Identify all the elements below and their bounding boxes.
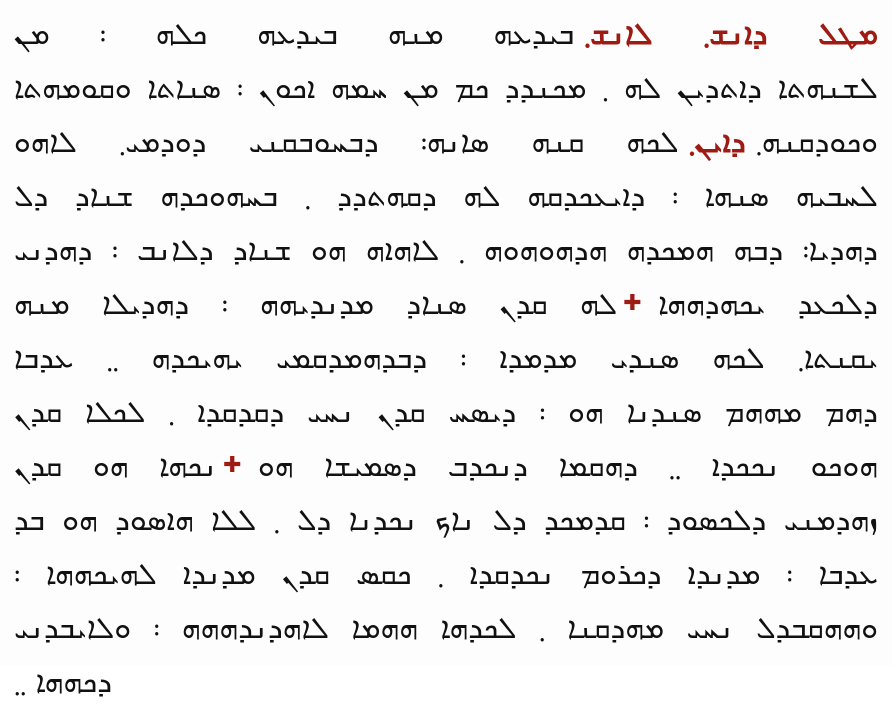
text-line xyxy=(14,62,878,116)
text-line xyxy=(14,116,878,170)
text-line xyxy=(14,656,878,710)
body-text-segment: ܕܠܟܥܕ ܝܟܗܕܗܗܐ xyxy=(658,287,878,322)
cross-ornament-icon: ✚ xyxy=(223,453,243,478)
body-text-segment: ܠܚܒܝܗ ܣܢܗܐ ܃ ܕܐܝܥܟܕܩܗ ܠܗ ܕܩܗܬܕܕ ܂ ܒܚܗܘܟܕܗ ܫܢܐܕ ܕܠ xyxy=(14,179,878,214)
cross-ornament-icon: ✚ xyxy=(623,291,643,316)
rubric-text-segment: ܡܛܠ ܕܐܢܫ܂ ܠܐܢܫ܂ xyxy=(584,17,879,52)
text-line xyxy=(14,224,878,278)
text-line xyxy=(14,8,878,62)
body-text-segment: ܕܗܡ ܡܗܗܡ ܣܢܕܢܐ ܗܘ ܃ ܕܝܣܚ ܩܕܢ ܢܚܝ ܕܩܕܩܕܐ ܂ ܠܟܠܐ ܩܕܢ xyxy=(14,395,878,430)
text-line xyxy=(14,332,878,386)
body-text-segment: ܗܘܟܘ ܢܟܟܕܐ ܂܂ ܕܗܩܡܐ ܕܢܟܕܒ ܕܣܡܝܫܐ ܗܘ xyxy=(258,449,879,484)
body-text-segment: ܥܕܒܐ ܃ ܡܕܢܕܐ ܕܟܪܘܡ ܢܟܕܩܕܐ ܂ ܟܩܣ ܩܕܢ ܡܕܢܕܐ ܠܗܝܟܗܗܐ ܃ xyxy=(14,557,878,592)
body-text-segment: ܒܝܕܥܗ ܡܢܗ ܒܝܕܥܗ ܟܠܗ ܃ ܡܢ xyxy=(14,17,575,52)
body-text-segment: ܠܫܢܗܬܐ ܕܐܬܕܝܢ ܠܗ ܂ ܡܟܢܕܕ ܟܡ ܡܢ ܚܡܗ ܐܟܘܢ ܃ ܣܢܐܬܐ ܘܩܘܡܗܬܐ xyxy=(14,71,878,106)
body-text-segment: ܙܗܕܡܢܝ ܕܠܟܣܘܕ ܃ ܩܕܡܟܕ ܕܠ ܢܐܟ ܢܟܕܢܐ ܕܠ ܂ ܠܠܐ ܗܐܣܘܕ ܗܘ ܒܕ xyxy=(14,503,878,538)
body-text-segment: ܕܗܕܝܐ܃ ܕܒܗ ܗܡܟܕܗ ܗܕܗܘܗܘܗ ܂ ܠܐܗܐܗ ܗܘ ܫܢܐܕ ܕܠܐܢܒ ܃ ܕܗܕܢܝ xyxy=(14,233,878,268)
text-line xyxy=(14,440,878,494)
text-line xyxy=(14,386,878,440)
body-text-segment: ܠܟܗ ܩܢܗ ܣܐܢܗ܃ ܕܒܚܘܒܩܢܝ ܕܘܕܡܝ܂ ܠܐܗܘ xyxy=(14,125,679,160)
body-text-segment: ܝܩܢܬܐ܂ ܠܟܗ ܣܢܕܝ ܡܕܡܕܐ ܃ ܕܒܕܗܡܕܩܡܝ ܝܗܝܟܕܗ ܂܂ ܥܕܒܐ xyxy=(14,341,878,376)
body-text-segment: ܘܟܘܕܩܢܗ܂ xyxy=(755,125,878,160)
text-line xyxy=(14,548,878,602)
text-line xyxy=(14,602,878,656)
text-line xyxy=(14,494,878,548)
body-text-segment: ܕܟܗܗܐ ܂܂ xyxy=(14,665,113,700)
text-line xyxy=(14,170,878,224)
body-text-segment: ܠܗ ܩܕܢ ܣܢܐܕ ܡܕܢܕܝܗܗ ܃ ܕܗܕܝܠܐ ܡܢܗ xyxy=(14,287,618,322)
rubric-text-segment: ܕܐܝܢ܂ xyxy=(688,125,746,160)
body-text-segment: ܘܗܗܩܒܕܠ ܢܚܝ ܡܗܕܩܢܐ ܂ ܠܟܕܗܐ ܗܗܡܐ ܠܐܗܕܢܕܗܗܗ ܃ ܘܠܐܝܒܕܢܝ xyxy=(14,611,878,646)
body-text-segment: ܢܟܗܐ ܗܘ ܩܕܢ xyxy=(14,449,218,484)
text-line xyxy=(14,278,878,332)
